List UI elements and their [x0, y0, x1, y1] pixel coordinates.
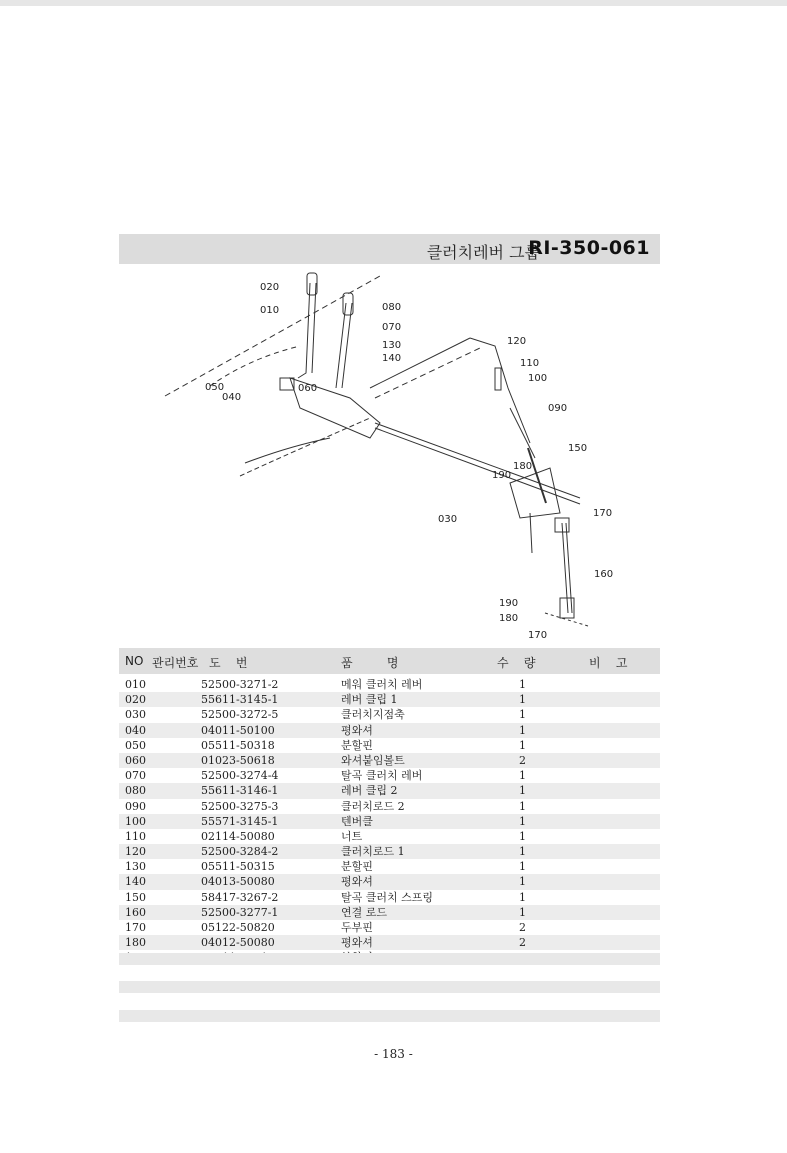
cell-no: 130	[125, 860, 146, 874]
cell-qty: 1	[519, 814, 526, 828]
shaft-030	[375, 423, 580, 498]
table-row	[119, 920, 660, 935]
cell-part: 52500-3275-3	[201, 799, 279, 813]
cell-qty: 1	[519, 784, 526, 798]
callout-label: 190	[492, 470, 512, 481]
table-row	[119, 814, 660, 829]
cell-qty: 1	[519, 890, 526, 904]
cell-no: 050	[125, 738, 146, 752]
cell-name: 레버 클립 1	[341, 693, 398, 707]
cell-name: 탈곡 클러치 레버	[341, 769, 423, 783]
cell-part: 55611-3145-1	[201, 693, 279, 707]
diagram-line	[530, 513, 532, 553]
page-number: - 183 -	[374, 1047, 413, 1061]
cell-part: 01023-50618	[201, 753, 275, 767]
callout-label: 050	[205, 382, 225, 393]
table-row	[119, 692, 660, 707]
cell-part: 04012-50080	[201, 936, 275, 950]
blank-row	[119, 1010, 660, 1022]
cell-name: 텐버클	[341, 814, 373, 828]
table-row	[119, 768, 660, 783]
cell-no: 120	[125, 845, 146, 859]
table-row	[119, 829, 660, 844]
table-row	[119, 707, 660, 722]
callout-label: 110	[520, 358, 540, 369]
cell-name: 평와셔	[341, 723, 373, 737]
cell-part: 58417-3267-2	[201, 890, 279, 904]
title-bar	[119, 234, 660, 264]
cell-name: 레버 클립 2	[341, 784, 398, 798]
blank-row	[119, 981, 660, 993]
col-qty: 수 량	[497, 656, 536, 670]
callout-label: 010	[260, 305, 280, 316]
cell-qty: 2	[519, 936, 526, 950]
callout-label: 090	[548, 403, 568, 414]
cell-name: 클러치로드 2	[341, 799, 405, 813]
cell-name: 탈곡 클러치 스프링	[341, 890, 434, 904]
col-no: NO	[125, 654, 144, 668]
cell-part: 52500-3272-5	[201, 708, 279, 722]
callout-label: 160	[594, 569, 614, 580]
cell-part: 52500-3284-2	[201, 845, 279, 859]
callout-label: 070	[382, 322, 402, 333]
table-row	[119, 935, 660, 950]
cell-no: 160	[125, 905, 146, 919]
table-row	[119, 753, 660, 768]
cell-no: 150	[125, 890, 146, 904]
cell-qty: 1	[519, 875, 526, 889]
diagram-line	[545, 613, 588, 626]
cell-part: 52500-3274-4	[201, 769, 279, 783]
callout-label: 060	[298, 383, 318, 394]
cell-qty: 1	[519, 723, 526, 737]
callout-label: 040	[222, 392, 242, 403]
cell-qty: 1	[519, 693, 526, 707]
callout-label: 100	[528, 373, 548, 384]
table-row	[119, 799, 660, 814]
callout-label: 170	[593, 508, 613, 519]
cell-part: 05122-50820	[201, 921, 275, 934]
cell-qty: 1	[519, 845, 526, 859]
cell-name: 분할핀	[341, 860, 373, 874]
cell-no: 090	[125, 799, 146, 813]
table-row	[119, 783, 660, 798]
cell-name: 두부핀	[341, 921, 373, 934]
callout-label: 190	[499, 598, 519, 609]
cell-name: 와셔붙임볼트	[341, 753, 405, 767]
table-row	[119, 677, 660, 692]
cell-qty: 1	[519, 829, 526, 843]
callout-label: 140	[382, 353, 402, 364]
cell-qty: 2	[519, 921, 526, 934]
callout-label: 130	[382, 340, 402, 351]
cell-qty: 1	[519, 678, 526, 691]
col-name: 품 명	[341, 656, 399, 670]
callout-label: 030	[438, 514, 458, 525]
lever-070	[336, 303, 346, 388]
cell-no: 170	[125, 921, 146, 934]
callout-label: 020	[260, 282, 280, 293]
cell-part: 05511-50315	[201, 860, 275, 874]
callout-label: 150	[568, 443, 588, 454]
cell-no: 040	[125, 723, 146, 737]
cell-no: 060	[125, 753, 146, 767]
table-row	[119, 874, 660, 889]
callout-label: 080	[382, 302, 402, 313]
cell-qty: 1	[519, 905, 526, 919]
callout-label: 180	[499, 613, 519, 624]
cell-name: 분할핀	[341, 738, 373, 752]
cell-qty: 2	[519, 753, 526, 767]
cell-part: 02114-50080	[201, 829, 275, 843]
cell-no: 070	[125, 769, 146, 783]
cell-part: 55571-3145-1	[201, 814, 279, 828]
table-row	[119, 890, 660, 905]
cell-no: 140	[125, 875, 146, 889]
table-row	[119, 859, 660, 874]
cell-part: 52500-3271-2	[201, 678, 279, 691]
page-top-edge	[0, 0, 787, 6]
lever-010	[298, 283, 310, 378]
callout-label: 120	[507, 336, 527, 347]
blank-row	[119, 953, 660, 965]
cell-no: 100	[125, 814, 146, 828]
cell-qty: 1	[519, 769, 526, 783]
callout-label: 170	[528, 630, 548, 641]
diagram-line	[312, 283, 316, 373]
cell-qty: 1	[519, 738, 526, 752]
parts-diagram	[150, 268, 630, 648]
cell-qty: 1	[519, 708, 526, 722]
group-code: RI-350-061	[528, 237, 650, 259]
cell-name: 연결 로드	[341, 905, 388, 919]
cell-name: 평와셔	[341, 875, 373, 889]
cell-name: 클러치지점축	[341, 708, 405, 722]
cell-no: 110	[125, 829, 146, 843]
col-drawing: 도 번	[209, 656, 248, 670]
cell-name: 클러치로드 1	[341, 845, 405, 859]
diagram-line	[342, 303, 352, 388]
cell-part: 04013-50080	[201, 875, 275, 889]
cell-name: 메워 클러치 레버	[341, 678, 423, 691]
cell-no: 180	[125, 936, 146, 950]
cell-part: 04011-50100	[201, 723, 275, 737]
cell-name: 너트	[341, 829, 363, 843]
table-header	[119, 648, 660, 674]
table-row	[119, 738, 660, 753]
cell-part: 55611-3146-1	[201, 784, 279, 798]
diagram-line	[375, 428, 580, 504]
cell-qty: 1	[519, 799, 526, 813]
cell-part: 52500-3277-1	[201, 905, 279, 919]
cell-part: 05511-50318	[201, 738, 275, 752]
cell-no: 010	[125, 678, 146, 691]
table-row	[119, 723, 660, 738]
table-row	[119, 844, 660, 859]
cell-no: 030	[125, 708, 146, 722]
cell-name: 평와셔	[341, 936, 373, 950]
group-title: 클러치레버 그룹	[426, 243, 540, 262]
turnbuckle-100	[495, 368, 501, 390]
table-row	[119, 905, 660, 920]
cell-no: 080	[125, 784, 146, 798]
rod-090	[510, 408, 535, 458]
diagram-line	[210, 346, 300, 386]
col-mgmt: 관리번호	[152, 656, 199, 670]
cell-no: 020	[125, 693, 146, 707]
col-remarks: 비 고	[589, 656, 628, 670]
callout-label: 180	[513, 461, 533, 472]
diagram-line	[240, 418, 370, 476]
parts-table	[119, 677, 660, 966]
cell-qty: 1	[519, 860, 526, 874]
